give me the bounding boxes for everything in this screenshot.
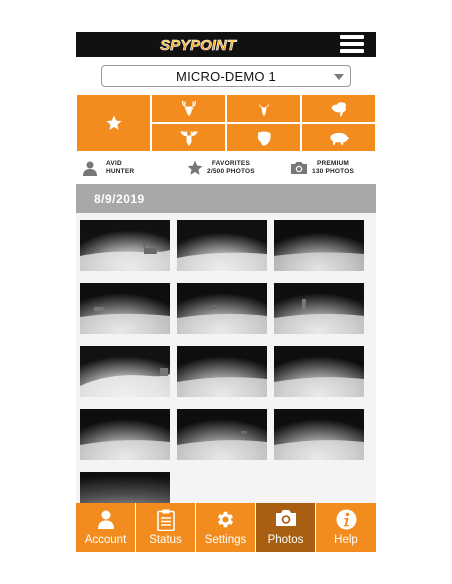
hamburger-menu-icon[interactable] (340, 35, 364, 54)
photo-thumbnail[interactable] (177, 346, 267, 397)
date-header (76, 184, 376, 213)
account-name-line1: AVID (106, 160, 122, 167)
filter-doe[interactable] (226, 94, 301, 123)
account-info-row (76, 154, 376, 182)
filter-buck[interactable] (151, 94, 226, 123)
species-filter-grid (76, 94, 376, 152)
nav-help[interactable] (316, 503, 376, 552)
plan-summary (290, 156, 354, 180)
photo-thumbnail[interactable] (274, 346, 364, 397)
account-name-line2: HUNTER (106, 168, 135, 175)
camera-icon (290, 161, 308, 175)
filter-moose[interactable] (151, 123, 226, 152)
info-icon (336, 509, 357, 530)
person-icon (82, 160, 98, 176)
filter-favorites[interactable] (76, 94, 151, 152)
plan-photo-count: 130 PHOTOS (312, 168, 354, 175)
favorites-summary[interactable] (186, 156, 255, 180)
photo-thumbnail[interactable] (274, 283, 364, 334)
moose-icon (179, 129, 199, 147)
photo-thumbnail[interactable] (80, 283, 170, 334)
photo-thumbnail[interactable] (177, 283, 267, 334)
account-summary (82, 156, 134, 180)
spypoint-logo (137, 36, 259, 54)
doe-head-icon (254, 100, 274, 118)
nav-account[interactable] (76, 503, 136, 552)
favorites-count: 2/500 PHOTOS (207, 168, 255, 175)
bottom-navigation (76, 503, 376, 552)
star-icon (186, 159, 204, 177)
photo-thumbnail[interactable] (177, 220, 267, 271)
filter-turkey[interactable] (301, 94, 376, 123)
photo-thumbnail[interactable] (80, 346, 170, 397)
app-header (76, 32, 376, 57)
plan-name: PREMIUM (316, 160, 350, 167)
camera-select[interactable] (101, 65, 351, 87)
photo-thumbnail[interactable] (177, 409, 267, 460)
photo-grid (76, 213, 376, 503)
app-screen (76, 32, 376, 552)
camera-select-value: MICRO-DEMO 1 (176, 69, 276, 84)
camera-icon (275, 509, 297, 527)
nav-photos[interactable] (256, 503, 316, 552)
hog-icon (328, 130, 350, 146)
nav-label: Account (84, 534, 127, 546)
favorites-label: FAVORITES (211, 160, 250, 167)
nav-label: Status (149, 534, 182, 546)
nav-label: Help (334, 534, 358, 546)
chevron-down-icon (334, 74, 344, 80)
nav-settings[interactable] (196, 503, 256, 552)
filter-hog[interactable] (301, 123, 376, 152)
photo-thumbnail[interactable] (80, 409, 170, 460)
buck-head-icon (179, 100, 199, 118)
turkey-icon (329, 100, 349, 118)
photo-thumbnail[interactable] (80, 220, 170, 271)
gear-icon (215, 509, 236, 530)
bear-head-icon (254, 129, 274, 147)
nav-status[interactable] (136, 503, 196, 552)
filter-bear[interactable] (226, 123, 301, 152)
photo-thumbnail[interactable] (274, 220, 364, 271)
clipboard-icon (157, 509, 175, 531)
nav-label: Settings (204, 534, 247, 546)
svg-text:SPYPOINT: SPYPOINT (160, 37, 236, 54)
date-label: 8/9/2019 (94, 192, 145, 206)
photo-thumbnail[interactable] (274, 409, 364, 460)
photo-thumbnail[interactable] (80, 472, 170, 503)
nav-label: Photos (267, 534, 304, 546)
star-icon (105, 114, 123, 132)
person-icon (96, 509, 116, 529)
